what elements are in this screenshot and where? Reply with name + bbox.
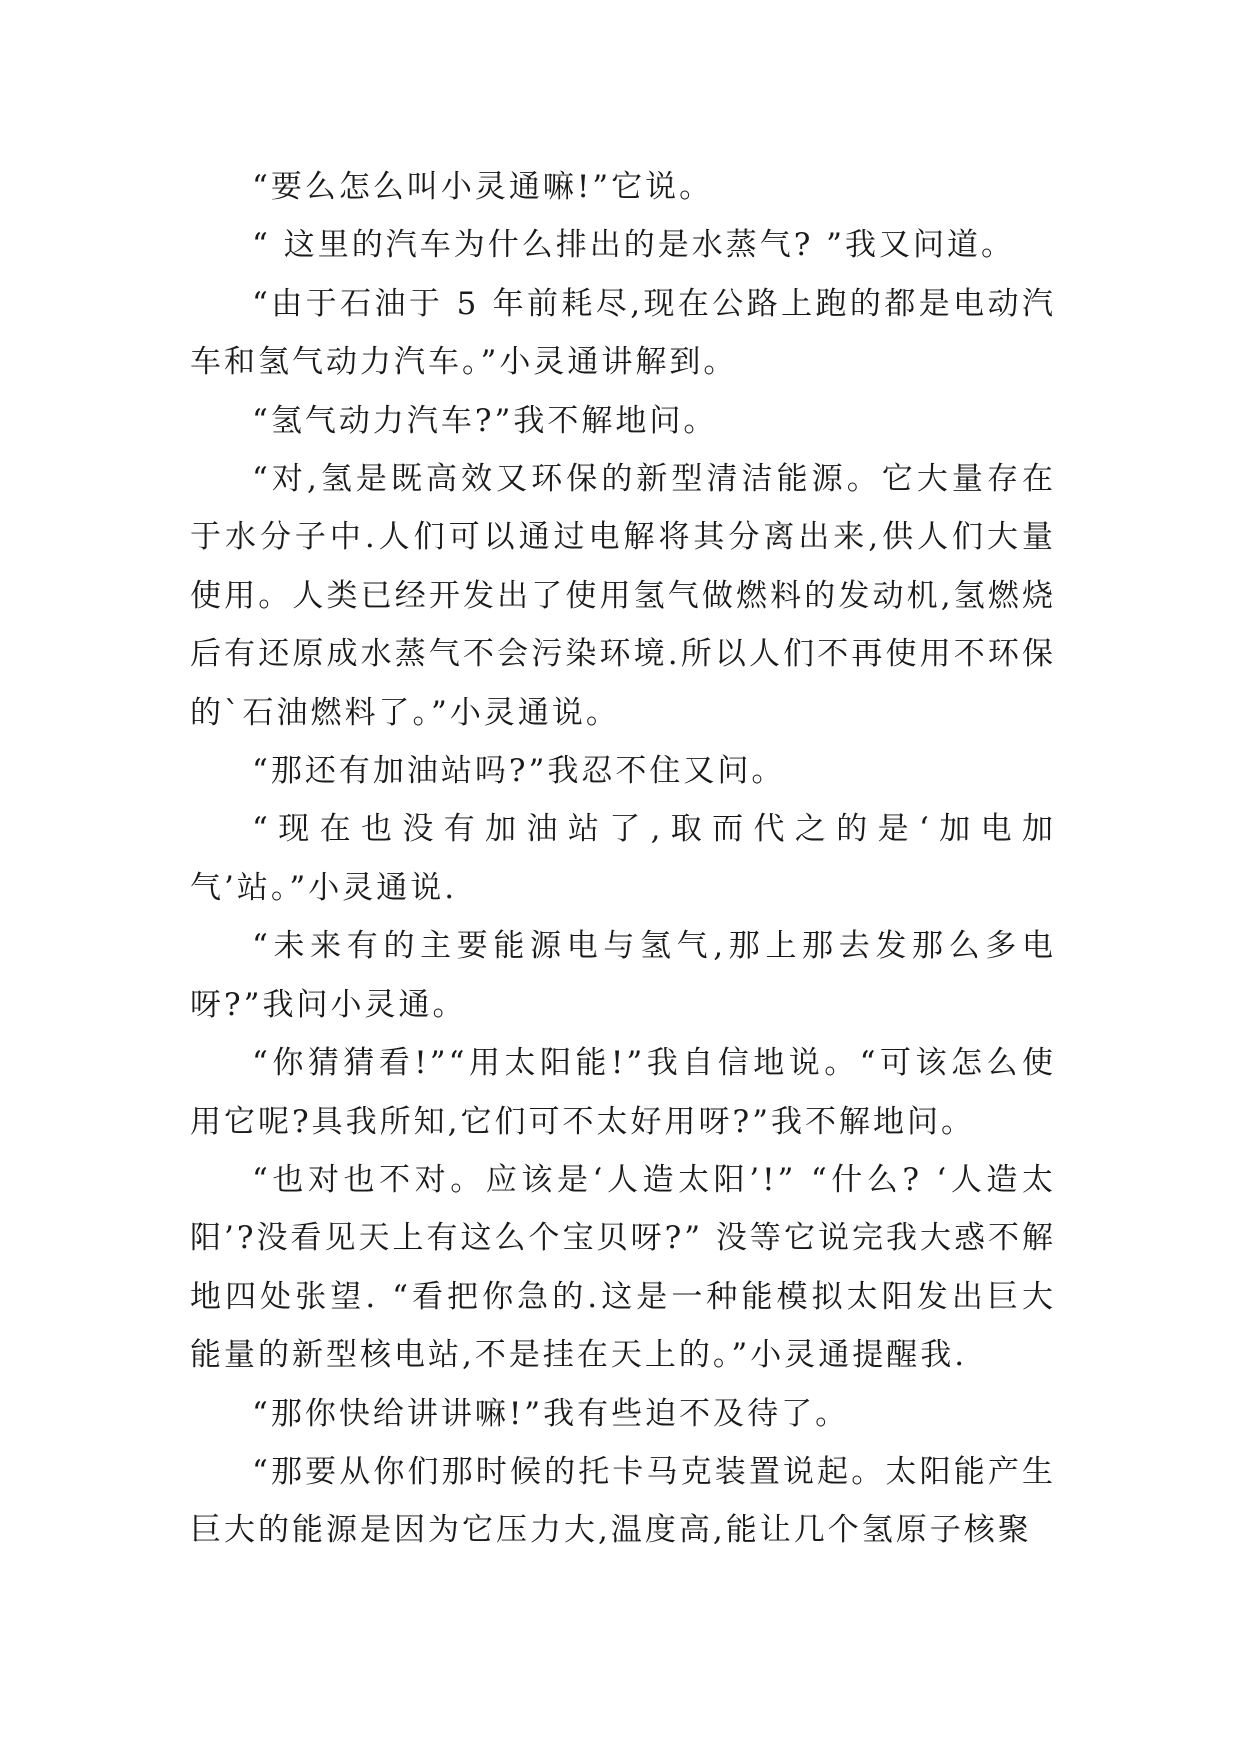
paragraph: “你猜猜看!”“用太阳能!”我自信地说。“可该怎么使用它呢?具我所知,它们可不太好用呀?”我不解地问。 (190, 1045, 1056, 1140)
paragraph: “ 这里的汽车为什么排出的是水蒸气? ”我又问道。 (252, 227, 1016, 264)
document-body (190, 158, 1056, 1560)
paragraph: “未来有的主要能源电与氢气,那上那去发那么多电呀?”我问小灵通。 (190, 928, 1056, 1023)
paragraph: “那要从你们那时候的托卡马克装置说起。太阳能产生巨大的能源是因为它压力大,温度高,能让几个氢原子核聚 (190, 1453, 1056, 1549)
paragraph: “现在也没有加油站了,取而代之的是‘加电加气’站。”小灵通说. (190, 811, 1056, 906)
paragraph: “也对也不对。应该是‘人造太阳’!” “什么? ‘人造太阳’?没看见天上有这么个宝贝呀?” 没等它说完我大惑不解地四处张望. “看把你急的.这是一种能模拟太阳发出巨大能量的新型核电站,不是挂在天上的。”小灵通提醒我. (190, 1161, 1056, 1374)
paragraph: “那还有加油站吗?”我忍不住又问。 (252, 753, 786, 790)
paragraph: “对,氢是既高效又环保的新型清洁能源。它大量存在于水分子中.人们可以通过电解将其分离出来,供人们大量使用。人类已经开发出了使用氢气做燃料的发动机,氢燃烧后有还原成水蒸气不会污染环境.所以人们不再使用不环保的`石油燃料了。”小灵通说。 (190, 461, 1056, 731)
paragraph: “要么怎么叫小灵通嘛!”它说。 (252, 169, 714, 205)
paragraph: “由于石油于 5 年前耗尽,现在公路上跑的都是电动汽车和氢气动力汽车。”小灵通讲解到。 (190, 285, 1056, 381)
paragraph: “氢气动力汽车?”我不解地问。 (252, 402, 718, 439)
paragraph: “那你快给讲讲嘛!”我有些迫不及待了。 (252, 1395, 850, 1432)
